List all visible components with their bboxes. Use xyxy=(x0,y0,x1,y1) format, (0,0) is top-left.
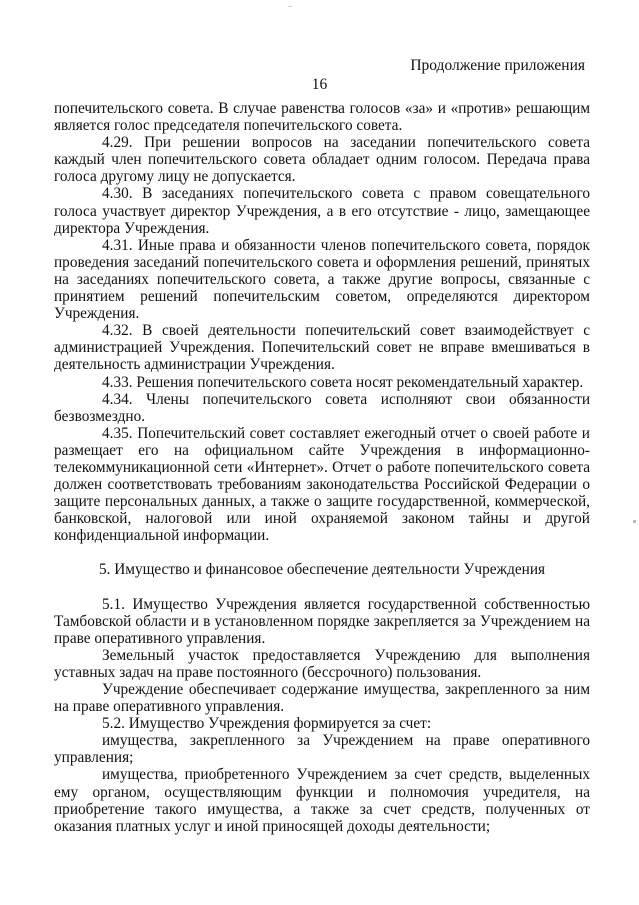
paragraph-4-29: 4.29. При решении вопросов на заседании попечительского совета каждый член попечительского совета обладает одним голосом. Передача права голоса другому лицу не допускается. xyxy=(54,134,590,186)
list-item-assigned-property: имущества, закрепленного за Учреждением на праве оперативного управления; xyxy=(54,732,590,767)
continuation-note: Продолжение приложения xyxy=(410,57,585,74)
scan-artifact xyxy=(288,6,292,7)
paragraph-4-33: 4.33. Решения попечительского совета носят рекомендательный характер. xyxy=(102,373,584,391)
paragraph-4-30: 4.30. В заседаниях попечительского совета с правом совещательного голоса участвует директор Учреждения, а в его отсутствие - лицо, замещающее директора Учреждения. xyxy=(54,185,590,237)
paragraph-property-maintenance: Учреждение обеспечивает содержание имущества, закрепленного за ним на праве оперативного управления. xyxy=(54,681,590,716)
paragraph-4-35: 4.35. Попечительский совет составляет ежегодный отчет о своей работе и размещает его на официальном сайте Учреждения в информационно-телекоммуникационной сети «Интернет». Отчет о работе попечительского совета должен соответствовать требованиям законодательства Российской Федерации о защите персональных данных, а также о защите государственной, коммерческой, банковской, налоговой или иной охраняемой законом тайны и другой конфиденциальной информации. xyxy=(54,424,590,545)
paragraph-5-1: 5.1. Имущество Учреждения является государственной собственностью Тамбовской области и в установленном порядке закрепляется за Учреждением на праве оперативного управления. xyxy=(54,595,590,647)
paragraph-continuation: попечительского совета. В случае равенства голосов «за» и «против» решающим является голос председателя попечительского совета. xyxy=(54,100,590,135)
paragraph-4-32: 4.32. В своей деятельности попечительский совет взаимодействует с администрацией Учреждения. Попечительский совет не вправе вмешиваться в деятельность администрации Учреждения. xyxy=(54,322,590,374)
list-item-acquired-property: имущества, приобретенного Учреждением за счет средств, выделенных ему органом, осуществляющим функции и полномочия учредителя, на приобретение такого имущества, а также за счет средств, полученных от оказания платных услуг и иной приносящей доходы деятельности; xyxy=(54,766,590,835)
scan-artifact-edge xyxy=(633,520,636,523)
paragraph-4-34: 4.34. Члены попечительского совета исполняют свои обязанности безвозмездно. xyxy=(54,390,590,425)
document-body xyxy=(54,100,590,835)
page-number: 16 xyxy=(311,76,328,93)
section-heading-5: 5. Имущество и финансовое обеспечение деятельности Учреждения xyxy=(98,561,546,579)
paragraph-land-plot: Земельный участок предоставляется Учреждению для выполнения уставных задач на праве постоянного (бессрочного) пользования. xyxy=(54,646,590,681)
paragraph-5-2: 5.2. Имущество Учреждения формируется за счет: xyxy=(102,715,432,733)
paragraph-4-31: 4.31. Иные права и обязанности членов попечительского совета, порядок проведения заседаний попечительского совета и оформления решений, принятых на заседаниях попечительского совета, а также другие вопросы, связанные с принятием решений попечительским советом, определяются директором Учреждения. xyxy=(54,236,590,323)
